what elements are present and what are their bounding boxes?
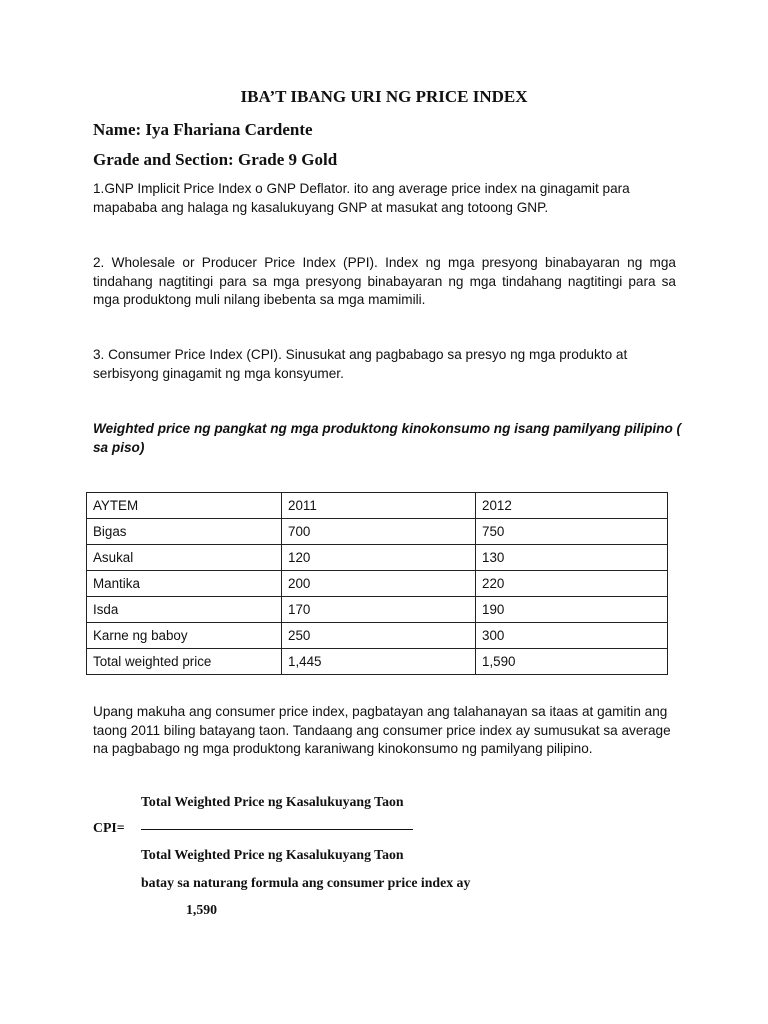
table-cell: Mantika — [87, 571, 282, 597]
formula-conclusion: batay sa naturang formula ang consumer price index ay — [141, 875, 471, 890]
table-row — [87, 571, 668, 597]
table-row — [87, 545, 668, 571]
table-cell: 750 — [476, 519, 668, 545]
student-name: Name: Iya Fhariana Cardente — [93, 120, 313, 139]
table-cell: 250 — [282, 623, 476, 649]
table-caption: Weighted price ng pangkat ng mga produktong kinokonsumo ng isang pamilyang pilipino ( sa piso) — [93, 421, 682, 455]
table-cell: 1,590 — [476, 649, 668, 675]
table-cell: Bigas — [87, 519, 282, 545]
formula-denominator: Total Weighted Price ng Kasalukuyang Taon — [141, 847, 404, 862]
table-header-cell: 2011 — [282, 493, 476, 519]
cpi-result-value: 1,590 — [186, 902, 218, 917]
table-header-row — [87, 493, 668, 519]
table-cell: Asukal — [87, 545, 282, 571]
page-title: IBA’T IBANG URI NG PRICE INDEX — [240, 87, 528, 106]
table-row — [87, 649, 668, 675]
grade-section: Grade and Section: Grade 9 Gold — [93, 150, 338, 169]
table-cell: 700 — [282, 519, 476, 545]
table-cell: Isda — [87, 597, 282, 623]
table-cell: Karne ng baboy — [87, 623, 282, 649]
table-cell: 170 — [282, 597, 476, 623]
table-cell: 200 — [282, 571, 476, 597]
table-row — [87, 597, 668, 623]
table-row — [87, 519, 668, 545]
formula-numerator: Total Weighted Price ng Kasalukuyang Taon — [141, 794, 404, 809]
formula-label: CPI= — [93, 820, 125, 835]
table-cell: Total weighted price — [87, 649, 282, 675]
table-cell: 190 — [476, 597, 668, 623]
weighted-price-table — [86, 492, 668, 675]
paragraph-ppi: 2. Wholesale or Producer Price Index (PPI). Index ng mga presyong binabayaran ng mga tindahang nagtitingi para sa mga presyong binabayaran ng mga tindahang nagtitingi para sa mga produktong muli nilang ibebenta sa mga mamimili. — [93, 255, 676, 307]
table-cell: 300 — [476, 623, 668, 649]
table-cell: 1,445 — [282, 649, 476, 675]
cpi-explanation: Upang makuha ang consumer price index, pagbatayan ang talahanayan sa itaas at gamitin ang taong 2011 biling batayang taon. Tandaang ang consumer price index ay sumusukat sa average na pagbabago ng mga produktong karaniwang kinokonsumo ng pamilyang pilipino. — [93, 704, 671, 756]
table-header-cell: AYTEM — [87, 493, 282, 519]
paragraph-gnp-deflator: 1.GNP Implicit Price Index o GNP Deflator. ito ang average price index na ginagamit para mapababa ang halaga ng kasalukuyang GNP at masukat ang totoong GNP. — [93, 181, 630, 215]
paragraph-cpi: 3. Consumer Price Index (CPI). Sinusukat ang pagbabago sa presyo ng mga produkto at serbisyong ginagamit ng mga konsyumer. — [93, 347, 628, 381]
fraction-bar — [141, 829, 413, 830]
table-cell: 130 — [476, 545, 668, 571]
table-row — [87, 623, 668, 649]
table-cell: 120 — [282, 545, 476, 571]
table-header-cell: 2012 — [476, 493, 668, 519]
table-cell: 220 — [476, 571, 668, 597]
